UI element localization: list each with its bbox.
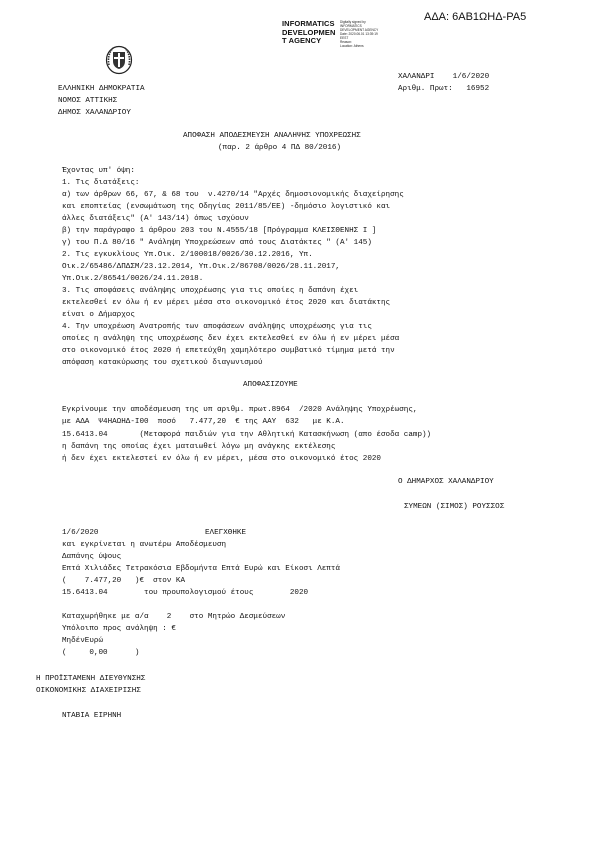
- body-line: στο οικονομικό έτος 2020 ή επετεύχθη χαμηλότερο συμβατικό τίμημα μετά την: [62, 347, 395, 355]
- document-title: ΑΠΟΦΑΣΗ ΑΠΟΔΕΣΜΕΥΣΗ ΑΝΑΛΗΨΗΣ ΥΠΟΧΡΕΩΣΗΣ: [183, 132, 361, 140]
- body-line: α) των άρθρων 66, 67, & 68 του ν.4270/14 "Αρχές δημοσιονομικής διαχείρησης: [62, 191, 404, 199]
- head-title-line1: Η ΠΡΟΪΣΤΑΜΕΝΗ ΔΙΕΥΘΥΝΣΗΣ: [36, 675, 146, 683]
- registry-line: ( 0,00 ): [62, 649, 140, 657]
- greek-emblem-icon: [105, 43, 133, 75]
- decision-line: με ΑΔΑ Ψ4ΗΑΩΗΔ-Ι00 ποσό 7.477,20 € της ΑΑΥ 632 με Κ.Α.: [62, 418, 345, 426]
- body-line: εκτελεσθεί εν όλω ή εν μέρει μέσα στο οικονομικό έτος 2020 και διατάκτης: [62, 299, 391, 307]
- signature-fine-line: INFORMATICS: [340, 24, 362, 28]
- check-date: 1/6/2020: [62, 529, 99, 537]
- ida-logo: [282, 20, 336, 46]
- check-line: και εγκρίνεται η ανωτέρω Αποδέσμευση: [62, 541, 227, 549]
- body-line: 4. Την υποχρέωση Ανατροπής των αποφάσεων ανάληψης υποχρέωσης για τις: [62, 323, 372, 331]
- digital-signature-info: [340, 20, 378, 48]
- header-municipality: ΔΗΜΟΣ ΧΑΛΑΝΔΡΙΟΥ: [58, 109, 131, 117]
- check-line: ( 7.477,20 )€ στον ΚΑ: [62, 577, 186, 585]
- protocol-number: Αριθμ. Πρωτ: 16952: [398, 85, 490, 93]
- signature-fine-line: Location: Athens: [340, 44, 364, 48]
- head-title-line2: ΟΙΚΟΝΟΜΙΚΗΣ ΔΙΑΧΕΙΡΙΣΗΣ: [36, 687, 141, 695]
- body-line: 1. Τις διατάξεις:: [62, 179, 140, 187]
- body-line: άλλες διατάξεις" (Α' 143/14) όπως ισχύουν: [62, 215, 249, 223]
- body-line: 2. Τις εγκυκλίους Υπ.Οικ. 2/100018/0026/30.12.2016, Υπ.: [62, 251, 313, 259]
- mayor-title: Ο ΔΗΜΑΡΧΟΣ ΧΑΛΑΝΔΡΙΟΥ: [398, 478, 494, 486]
- body-line: Οικ.2/65486/ΔΠΔΣΜ/23.12.2014, Υπ.Οικ.2/86708/0026/28.11.2017,: [62, 263, 340, 271]
- decision-line: η δαπάνη της οποίας έχει ματαιωθεί λόγω μη ανάγκης εκτέλεσης: [62, 443, 336, 451]
- body-line: οποίες η ανάληψη της υποχρέωσης δεν έχει εκτελεσθεί εν όλω ή εν μέρει μέσα: [62, 335, 400, 343]
- signature-fine-line: DEVELOPMENT AGENCY: [340, 28, 379, 32]
- body-line: 3. Τις αποφάσεις ανάληψης υποχρέωσης για τις οποίες η δαπάνη έχει: [62, 287, 359, 295]
- check-line: Δαπάνης ύψους: [62, 553, 122, 561]
- decision-line: Εγκρίνουμε την αποδέσμευση της υπ αριθμ. πρωτ.8964 /2020 Ανάληψης Υποχρέωσης,: [62, 406, 418, 414]
- mayor-name: ΣΥΜΕΩΝ (ΣΙΜΟΣ) ΡΟΥΣΣΟΣ: [404, 503, 505, 511]
- ada-code: ΑΔΑ: 6ΑΒ1ΩΗΔ-ΡΑ5: [424, 11, 527, 23]
- ida-logo-line1: INFORMATICS: [282, 19, 335, 28]
- signature-fine-line: Digitally signed by: [340, 20, 366, 24]
- registry-line: ΜηδένΕυρώ: [62, 637, 104, 645]
- header-prefecture: ΝΟΜΟΣ ΑΤΤΙΚΗΣ: [58, 97, 118, 105]
- body-line: γ) του Π.Δ 80/16 " Ανάληψη Υποχρεώσεων από τους Διατάκτες " (Α' 145): [62, 239, 372, 247]
- decide-heading: ΑΠΟΦΑΣΙΖΟΥΜΕ: [243, 381, 298, 389]
- body-line: και εποπτείας (ενσωμάτωση της Οδηγίας 2011/85/ΕΕ) -δημόσιο λογιστικό και: [62, 203, 391, 211]
- signature-fine-line: Reason:: [340, 40, 352, 44]
- check-line: Επτά Χιλιάδες Τετρακόσια Εβδομήντα Επτά Ευρώ και Είκοσι Λεπτά: [62, 565, 340, 573]
- signature-fine-line: EEST: [340, 36, 349, 40]
- registry-line: Υπόλοιπο προς ανάληψη : €: [62, 625, 176, 633]
- ida-logo-line3: T AGENCY: [282, 36, 322, 45]
- decision-line: 15.6413.04 (Μεταφορά παιδιών για την Αθλητική Κατασκήνωση (απο έσοδα camp)): [62, 431, 432, 439]
- check-line: 15.6413.04 του προυπολογισμού έτους 2020: [62, 589, 309, 597]
- signature-fine-line: Date: 2020.06.01 13:39:19: [340, 32, 378, 36]
- body-line: απόφαση κατακύρωσης του σχετικού διαγωνισμού: [62, 359, 263, 367]
- decision-line: ή δεν έχει εκτελεστεί εν όλω ή εν μέρει, μέσα στο οικονομικό έτος 2020: [62, 455, 381, 463]
- registry-line: Καταχωρήθηκε με α/α 2 στο Μητρώο Δεσμεύσεων: [62, 613, 286, 621]
- body-line: β) την παράγραφο 1 άρθρου 203 του Ν.4555/18 [Πρόγραμμα ΚΛΕΙΣΘΕΝΗΣ Ι ]: [62, 227, 377, 235]
- body-line: Υπ.Οικ.2/86541/0026/24.11.2018.: [62, 275, 204, 283]
- checked-label: ΕΛΕΓΧΘΗΚΕ: [205, 529, 247, 537]
- place-date: ΧΑΛΑΝΔΡΙ 1/6/2020: [398, 73, 490, 81]
- header-country: ΕΛΛΗΝΙΚΗ ΔΗΜΟΚΡΑΤΙΑ: [58, 85, 145, 93]
- document-subtitle: (παρ. 2 άρθρο 4 ΠΔ 80/2016): [218, 144, 342, 152]
- body-line: Έχοντας υπ' όψη:: [62, 167, 135, 175]
- ida-logo-line2: DEVELOPMEN: [282, 27, 336, 37]
- head-name: ΝΤΑΒΙΑ ΕΙΡΗΝΗ: [62, 712, 122, 720]
- body-line: είναι ο Δήμαρχος: [62, 311, 135, 319]
